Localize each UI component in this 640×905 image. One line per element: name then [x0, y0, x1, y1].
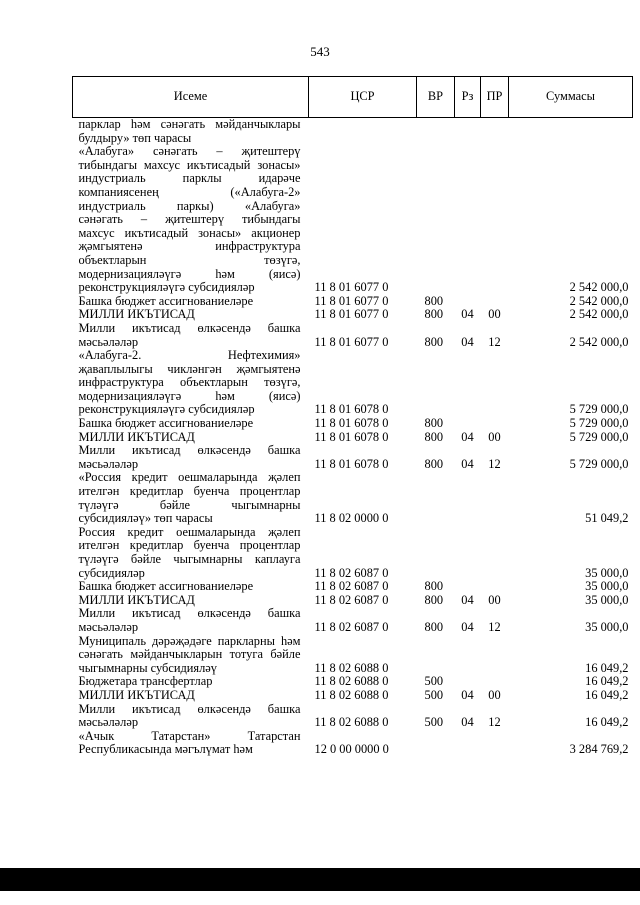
- row-csr: 11 8 01 6078 0: [314, 402, 389, 417]
- table-row: [73, 635, 633, 676]
- row-name-line: «Ачык Татарстан» Татарстан: [78, 728, 301, 743]
- row-rz: [455, 526, 481, 580]
- row-name-line: түләүгә бәйле чыгымнарны каплауга: [78, 552, 301, 566]
- row-sum: 2 542 000,0: [569, 334, 629, 349]
- row-name-line: Бюджетара трансфертлар: [78, 674, 213, 689]
- row-csr: 11 8 02 6087 0: [314, 592, 389, 607]
- row-name: [73, 322, 309, 349]
- row-sum: 3 284 769,2: [569, 742, 629, 757]
- row-pr: [481, 471, 509, 525]
- row-csr: 11 8 01 6077 0: [314, 334, 389, 349]
- row-name: [73, 295, 309, 309]
- row-rz: [455, 730, 481, 757]
- row-vr: 800: [424, 619, 444, 634]
- row-vr: [417, 526, 455, 580]
- row-name-line: парклар һәм сәнәгать мәйданчыклары: [78, 117, 301, 131]
- row-pr: 00: [488, 429, 501, 444]
- row-name: [73, 145, 309, 295]
- row-pr: 00: [488, 307, 501, 322]
- row-csr: [309, 118, 417, 146]
- row-name-line: «Алабуга» сәнәгать – җитештерү: [78, 144, 301, 159]
- table-row: [73, 730, 633, 757]
- row-csr: 11 8 02 0000 0: [314, 511, 389, 526]
- row-name-line: Милли икътисад өлкәсендә башка: [78, 443, 301, 458]
- row-name-line: мәсьәләләр: [78, 334, 139, 349]
- table-row: [73, 145, 633, 295]
- table-row: [73, 349, 633, 417]
- row-name-line: Россия кредит оешмаларында җәлеп: [78, 524, 301, 539]
- row-vr: 800: [424, 293, 444, 308]
- row-rz: 04: [461, 307, 474, 322]
- row-name-line: субсидияләү» төп чарасы: [78, 511, 213, 526]
- row-sum: [509, 118, 633, 146]
- row-name: [73, 118, 309, 146]
- row-csr: 11 8 02 6087 0: [314, 619, 389, 634]
- row-sum: 35 000,0: [585, 565, 629, 580]
- row-name-line: тибындагы махсус икътисадый зонасы»: [78, 157, 301, 172]
- row-name: [73, 730, 309, 757]
- table-row: [73, 594, 633, 608]
- header-name: Исеме: [73, 77, 309, 118]
- row-vr: 800: [424, 579, 444, 594]
- row-name: [73, 635, 309, 676]
- table-row: [73, 308, 633, 322]
- row-vr: [417, 635, 455, 676]
- row-pr: 12: [488, 715, 501, 730]
- row-name-line: Муниципаль дәрәҗәдәге паркларны һәм: [78, 633, 301, 648]
- row-name-line: җәмгыятенә инфраструктура: [78, 239, 301, 254]
- row-rz: [455, 295, 481, 309]
- row-rz: [455, 118, 481, 146]
- row-sum: 5 729 000,0: [569, 456, 629, 471]
- row-name: [73, 675, 309, 689]
- row-csr: 11 8 02 6088 0: [314, 674, 389, 689]
- row-rz: 04: [461, 687, 474, 702]
- row-csr: 11 8 01 6077 0: [314, 280, 389, 295]
- table-row: [73, 471, 633, 525]
- row-name-line: махсус икътисадый зонасы» акционер: [78, 225, 301, 240]
- row-vr: 500: [424, 715, 444, 730]
- row-name-line: Башка бюджет ассигнованиеләре: [78, 293, 254, 308]
- table-row: [73, 431, 633, 445]
- row-rz: 04: [461, 334, 474, 349]
- row-name-line: чыгымнарны субсидияләү: [78, 660, 217, 675]
- table-row: [73, 526, 633, 580]
- row-name-line: ителгән кредитлар буенча процентлар: [78, 484, 301, 499]
- row-name-line: МИЛЛИ ИКЪТИСАД: [78, 687, 195, 702]
- row-pr: [481, 118, 509, 146]
- row-name-line: Башка бюджет ассигнованиеләре: [78, 416, 254, 431]
- row-name: [73, 308, 309, 322]
- row-name-line: мәсьәләләр: [78, 456, 139, 471]
- row-name-line: Милли икътисад өлкәсендә башка: [78, 320, 301, 335]
- row-vr: 800: [424, 456, 444, 471]
- table-row: [73, 322, 633, 349]
- row-name-line: Республикасында мәгълүмат һәм: [78, 742, 253, 757]
- row-csr: 11 8 02 6088 0: [314, 660, 389, 675]
- row-pr: [481, 675, 509, 689]
- row-sum: 35 000,0: [585, 579, 629, 594]
- row-name-line: модернизацияләүгә һәм (яисә): [78, 388, 301, 403]
- row-pr: 00: [488, 687, 501, 702]
- row-vr: [417, 730, 455, 757]
- row-csr: 11 8 01 6078 0: [314, 429, 389, 444]
- row-name-line: реконструкцияләүгә субсидияләр: [78, 402, 255, 417]
- row-name: [73, 580, 309, 594]
- row-pr: [481, 526, 509, 580]
- row-vr: 800: [424, 429, 444, 444]
- row-name-line: «Алабуга-2. Нефтехимия»: [78, 348, 301, 363]
- row-sum: 16 049,2: [585, 687, 629, 702]
- row-pr: [481, 635, 509, 676]
- row-name: [73, 349, 309, 417]
- row-vr: 800: [424, 416, 444, 431]
- table-row: [73, 295, 633, 309]
- row-name-line: индустриаль паркы) «Алабуга»: [78, 198, 301, 213]
- row-name-line: МИЛЛИ ИКЪТИСАД: [78, 592, 195, 607]
- row-rz: [455, 417, 481, 431]
- row-name-line: индустриаль парклы идарәче: [78, 171, 301, 186]
- row-rz: 04: [461, 429, 474, 444]
- table-row: [73, 703, 633, 730]
- row-name: [73, 526, 309, 580]
- row-vr: 800: [424, 592, 444, 607]
- row-rz: [455, 471, 481, 525]
- row-pr: 12: [488, 456, 501, 471]
- row-sum: 2 542 000,0: [569, 280, 629, 295]
- row-vr: [417, 349, 455, 417]
- table-body: [73, 118, 633, 757]
- row-sum: 16 049,2: [585, 674, 629, 689]
- row-name: [73, 703, 309, 730]
- page-number: 543: [310, 44, 330, 59]
- row-name-line: Милли икътисад өлкәсендә башка: [78, 701, 301, 716]
- row-vr: [417, 118, 455, 146]
- row-vr: 500: [424, 687, 444, 702]
- row-vr: 800: [424, 334, 444, 349]
- table-row: [73, 675, 633, 689]
- row-pr: 00: [488, 592, 501, 607]
- row-name: [73, 594, 309, 608]
- row-name-line: компаниясенең («Алабуга-2»: [78, 184, 301, 199]
- row-csr: 11 8 01 6078 0: [314, 456, 389, 471]
- row-name-line: мәсьәләләр: [78, 715, 139, 730]
- row-csr: 12 0 00 0000 0: [314, 742, 389, 757]
- table-row: [73, 417, 633, 431]
- row-name-line: МИЛЛИ ИКЪТИСАД: [78, 429, 195, 444]
- row-sum: 5 729 000,0: [569, 429, 629, 444]
- row-name-line: инфраструктура объектларын төзүгә,: [78, 375, 301, 390]
- row-pr: [481, 349, 509, 417]
- table-row: [73, 689, 633, 703]
- table-row: [73, 444, 633, 471]
- table-row: [73, 607, 633, 634]
- row-rz: [455, 635, 481, 676]
- row-csr: 11 8 01 6078 0: [314, 416, 389, 431]
- row-rz: [455, 675, 481, 689]
- row-csr: 11 8 01 6077 0: [314, 293, 389, 308]
- row-sum: 16 049,2: [585, 715, 629, 730]
- row-rz: [455, 349, 481, 417]
- row-csr: 11 8 02 6087 0: [314, 579, 389, 594]
- row-vr: [417, 145, 455, 295]
- row-vr: [417, 471, 455, 525]
- row-name-line: реконструкцияләүгә субсидияләр: [78, 280, 255, 295]
- row-csr: 11 8 02 6088 0: [314, 687, 389, 702]
- scan-border-bar: [0, 868, 640, 891]
- row-name-line: Башка бюджет ассигнованиеләре: [78, 579, 254, 594]
- row-name-line: сәнәгать мәйданчыкларын тотуга бәйле: [78, 647, 301, 662]
- row-csr: 11 8 01 6077 0: [314, 307, 389, 322]
- row-name-line: модернизацияләүгә һәм (яисә): [78, 266, 301, 281]
- header-rz: Рз: [455, 77, 481, 118]
- header-sum: Суммасы: [509, 77, 633, 118]
- row-name-line: түләүгә бәйле чыгымнарны: [78, 497, 301, 512]
- header-vr: ВР: [417, 77, 455, 118]
- row-name-line: объектларын төзүгә,: [78, 252, 301, 267]
- row-name-line: МИЛЛИ ИКЪТИСАД: [78, 307, 195, 322]
- row-pr: [481, 145, 509, 295]
- row-name: [73, 607, 309, 634]
- table-row: [73, 580, 633, 594]
- header-pr: ПР: [481, 77, 509, 118]
- budget-table: [72, 76, 633, 757]
- row-name-line: мәсьәләләр: [78, 619, 139, 634]
- row-sum: 5 729 000,0: [569, 402, 629, 417]
- row-rz: [455, 145, 481, 295]
- row-name-line: «Россия кредит оешмаларында җәлеп: [78, 470, 301, 485]
- row-sum: 2 542 000,0: [569, 307, 629, 322]
- row-name: [73, 471, 309, 525]
- row-name-line: сәнәгать – җитештерү тибындагы: [78, 212, 301, 227]
- row-rz: 04: [461, 456, 474, 471]
- row-pr: [481, 580, 509, 594]
- row-vr: 500: [424, 674, 444, 689]
- row-name: [73, 417, 309, 431]
- row-name: [73, 444, 309, 471]
- row-sum: 35 000,0: [585, 619, 629, 634]
- row-pr: 12: [488, 619, 501, 634]
- row-name-line: ителгән кредитлар буенча процентлар: [78, 538, 301, 553]
- row-name-line: булдыру» төп чарасы: [78, 130, 192, 145]
- row-name-line: җаваплылыгы чикләнгән җәмгыятенә: [78, 361, 301, 376]
- table-header-row: [73, 77, 633, 118]
- row-pr: [481, 295, 509, 309]
- row-sum: 5 729 000,0: [569, 416, 629, 431]
- row-name: [73, 431, 309, 445]
- row-name: [73, 689, 309, 703]
- row-sum: 16 049,2: [585, 660, 629, 675]
- header-csr: ЦСР: [309, 77, 417, 118]
- row-pr: 12: [488, 334, 501, 349]
- row-sum: 2 542 000,0: [569, 293, 629, 308]
- table-row: [73, 118, 633, 146]
- row-rz: 04: [461, 619, 474, 634]
- row-sum: 51 049,2: [585, 511, 629, 526]
- row-pr: [481, 730, 509, 757]
- row-csr: 11 8 02 6088 0: [314, 715, 389, 730]
- row-rz: 04: [461, 592, 474, 607]
- row-vr: 800: [424, 307, 444, 322]
- row-name-line: Милли икътисад өлкәсендә башка: [78, 606, 301, 621]
- row-csr: 11 8 02 6087 0: [314, 565, 389, 580]
- row-sum: 35 000,0: [585, 592, 629, 607]
- row-rz: [455, 580, 481, 594]
- row-name-line: субсидияләр: [78, 565, 145, 580]
- row-rz: 04: [461, 715, 474, 730]
- row-pr: [481, 417, 509, 431]
